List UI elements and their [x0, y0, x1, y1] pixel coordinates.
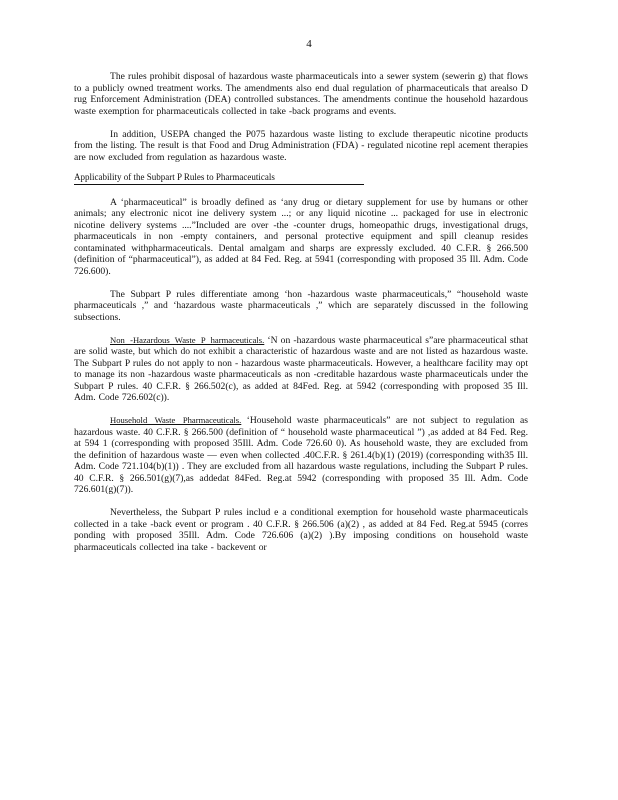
- paragraph-non-hazardous: [74, 335, 528, 404]
- paragraph-take-back-exemption: Nevertheless, the Subpart P rules includ e a conditional exemption for household waste pharmaceuticals collected in a take -back event or program . 40 C.F.R. § 266.506 (a)(2) , as added at 84 Fed. Reg.at 5945 (corres ponding with proposed 35Ill. Adm. Code 726.606 (a)(2) ).By imposing conditions on household waste pharmaceuticals collected ina take - backevent or: [74, 507, 528, 553]
- paragraph-nicotine-listing: In addition, USEPA changed the P075 hazardous waste listing to exclude therapeutic nicotine products from the listing. The result is that Food and Drug Administration (FDA) - regulated nicotine repl acement therapies are now excluded from regulation as hazardous waste.: [74, 128, 528, 163]
- paragraph-pharmaceutical-definition: A ‘pharmaceutical” is broadly defined as ‘any drug or dietary supplement for use by humans or other animals; any electronic nicot ine delivery system ...; or any liquid nicotine ... packaged for use in electronic nicotine delivery systems ....”Included are over -the -counter drugs, homeopathic drugs, investigational drugs, pharmaceuticals in non -empty containers, and personal protective equipment and spill cleanup resides contaminated withpharmaceuticals. Dental amalgam and sharps are expressly excluded. 40 C.F.R. § 266.500 (definition of “pharmaceutical”), as added at 84 Fed. Reg. at 5941 (corresponding with proposed 35 Ill. Adm. Code 726.600).: [74, 196, 528, 277]
- subheading-non-hazardous: Non -Hazardous Waste P harmaceuticals.: [110, 334, 265, 345]
- paragraph-differentiation: The Subpart P rules differentiate among ‘hon -hazardous waste pharmaceuticals,” “household waste pharmaceuticals ,” and ‘hazardous waste pharmaceuticals ,” which are separately discussed in the following subsections.: [74, 288, 528, 323]
- paragraph-non-hazardous-body: ‘N on -hazardous waste pharmaceutical s”are pharmaceutical sthat are solid waste, but which do not exhibit a characteristic of hazardous waste and are not listed as hazardous waste. The Subpart P rules do not apply to non - hazardous waste pharmaceuticals. However, a healthcare facility may opt to manage its non -hazardous waste pharmaceuticals as non -creditable hazardous waste pharmaceuticals under the Subpart P rules. 40 C.F.R. § 266.502(c), as added at 84Fed. Reg. at 5942 (corresponding with proposed 35 Ill. Adm. Code 726.602(c)).: [74, 334, 528, 403]
- subheading-household: Household Waste Pharmaceuticals.: [110, 415, 242, 425]
- page-number: 4: [306, 38, 312, 50]
- paragraph-sewer-prohibition: The rules prohibit disposal of hazardous waste pharmaceuticals into a sewer system (sewerin g) that flows to a publicly owned treatment works. The amendments also end dual regulation of pharmaceuticals that arealso D rug Enforcement Administration (DEA) controlled substances. The amendments continue the household hazardous waste exemption for pharmaceuticals collected in take -back programs and events.: [74, 71, 528, 117]
- paragraph-household: [74, 415, 528, 496]
- document-body: [74, 71, 528, 553]
- section-heading-applicability: Applicability of the Subpart P Rules to Pharmaceuticals: [74, 172, 364, 185]
- paragraph-household-body: ‘Household waste pharmaceuticals” are not subject to regulation as hazardous waste. 40 C.F.R. § 266.500 (definition of “ household waste pharmaceutical ”) ,as added at 84 Fed. Reg. at 594 1 (corresponding with proposed 35Ill. Adm. Code 726.60 0). As household waste, they are excluded from the definition of hazardous waste — even when collected .40C.F.R. § 261.4(b)(1) (2019) (corresponding with35 Ill. Adm. Code 721.104(b)(1)) . They are excluded from all hazardous waste regulations, including the Subpart P rules. 40 C.F.R. § 266.501(g)(7),as addedat 84Fed. Reg.at 5942 (corresponding with proposed 35 Ill. Adm. Code 726.601(g)(7)).: [74, 415, 528, 495]
